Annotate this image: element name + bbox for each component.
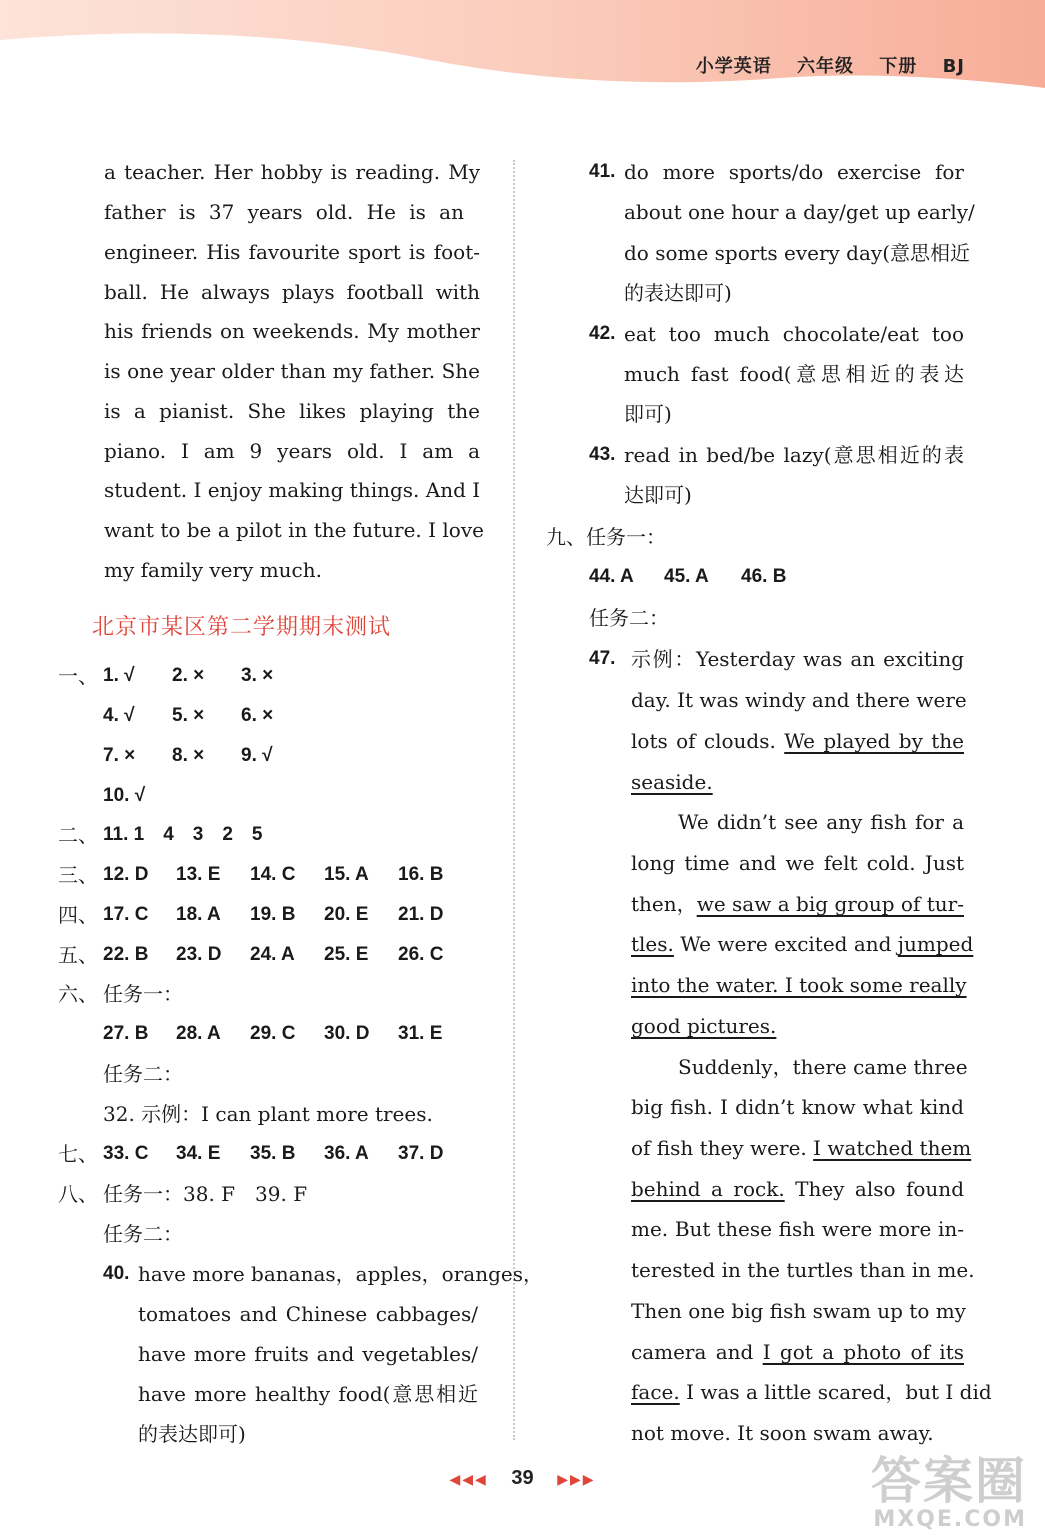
answer-item: 32. 示例：I can plant more trees.: [103, 1102, 433, 1126]
answer-line: have more bananas，apples，oranges，: [138, 1262, 543, 1286]
answer-number: 42.: [589, 323, 616, 344]
underlined-phrase: We played by the: [784, 729, 965, 753]
essay-line: father is 37 years old. He is an: [104, 200, 464, 224]
header-subject: 小学英语: [695, 56, 772, 77]
answer-item: 23. D: [176, 944, 222, 965]
answer-item: 6. ×: [241, 705, 274, 726]
answer-line: long time and we felt cold. Just: [631, 851, 964, 875]
answer-item: 5. ×: [172, 705, 205, 726]
watermark-url: MXQE.COM: [873, 1507, 1027, 1532]
answer-line: day. It was windy and there were: [631, 688, 967, 712]
answer-item: 15. A: [324, 864, 369, 885]
answer-number: 41.: [589, 161, 616, 182]
header-band: [0, 0, 1045, 95]
section-label: 四、: [58, 903, 98, 927]
task-label: 任务二：: [589, 606, 669, 630]
answer-number: 43.: [589, 444, 616, 465]
task-label: 任务一：38. F 39. F: [103, 1182, 308, 1206]
answer-item: 45. A: [664, 566, 709, 587]
answer-line: eat too much chocolate/eat too: [624, 322, 964, 346]
answer-item: 30. D: [324, 1023, 370, 1044]
underlined-phrase: we saw a big group of tur-: [696, 892, 964, 916]
answer-line: read in bed/be lazy(意思相近的表: [624, 443, 964, 467]
answer-number: 47.: [589, 648, 616, 669]
task-label: 任务一：: [103, 982, 183, 1006]
answer-item: 12. D: [103, 864, 149, 885]
answer-item: 24. A: [250, 944, 295, 965]
answer-line: behind a rock. They also found: [631, 1177, 964, 1201]
answer-line: big fish. I didn’t know what kind: [631, 1095, 964, 1119]
header-volume: 下册: [879, 56, 918, 77]
answer-item: 14. C: [250, 864, 296, 885]
answer-line: much fast food(意思相近的表达: [624, 362, 964, 386]
essay-line: a teacher. Her hobby is reading. My: [104, 160, 480, 184]
answer-item: 16. B: [398, 864, 444, 885]
essay-line: piano. I am 9 years old. I am a: [104, 439, 480, 463]
answer-line: 的表达即可): [624, 281, 732, 305]
answer-item: 2. ×: [172, 665, 205, 686]
essay-line: student. I enjoy making things. And I: [104, 478, 481, 502]
answer-line: We didn’t see any fish for a: [678, 810, 964, 834]
answer-item: 26. C: [398, 944, 444, 965]
answer-line: lots of clouds. We played by the: [631, 729, 965, 753]
header-course-info: [678, 52, 965, 78]
underlined-phrase: jumped: [897, 932, 974, 956]
answer-item: 27. B: [103, 1023, 149, 1044]
answer-line: Suddenly，there came three: [678, 1055, 968, 1079]
section-label: 三、: [58, 863, 98, 887]
section-label: 八、: [58, 1182, 98, 1206]
column-divider: [513, 160, 515, 1440]
essay-line: my family very much.: [104, 558, 322, 582]
answer-item: 11. 1 4 3 2 5: [103, 824, 263, 845]
answer-item: 7. ×: [103, 745, 136, 766]
answer-line: 即可): [624, 402, 672, 426]
header-grade: 六年级: [797, 56, 855, 77]
answer-item: 1. √: [103, 665, 135, 686]
answer-line: 的表达即可): [138, 1422, 246, 1446]
section-label: 九、任务一：: [546, 525, 666, 549]
underlined-phrase: into the water. I took some really: [631, 973, 967, 997]
answer-line: not move. It soon swam away.: [631, 1421, 934, 1445]
answer-line: of fish they were. I watched them: [631, 1136, 972, 1160]
answer-line: about one hour a day/get up early/: [624, 200, 975, 224]
section-title: 北京市某区第二学期期末测试: [92, 615, 392, 640]
section-label: 七、: [58, 1142, 98, 1166]
answer-line: 达即可): [624, 483, 692, 507]
page-number: 39: [511, 1467, 534, 1489]
answer-line: face. I was a little scared，but I did: [631, 1380, 992, 1404]
answer-line: me. But these fish were more in-: [631, 1217, 964, 1241]
answer-number: 40.: [103, 1263, 130, 1284]
answer-item: 31. E: [398, 1023, 443, 1044]
answer-item: 33. C: [103, 1143, 149, 1164]
answer-item: 9. √: [241, 745, 273, 766]
task-label: 任务二：: [103, 1062, 183, 1086]
answer-line: tomatoes and Chinese cabbages/: [138, 1302, 478, 1326]
underlined-phrase: good pictures.: [631, 1014, 777, 1038]
answer-item: 13. E: [176, 864, 221, 885]
essay-line: his friends on weekends. My mother: [104, 319, 480, 343]
answer-item: 36. A: [324, 1143, 369, 1164]
underlined-phrase: face.: [631, 1380, 680, 1404]
next-arrows-icon: ▶▶▶: [557, 1471, 596, 1487]
underlined-phrase: I got a photo of its: [762, 1340, 965, 1364]
watermark-text: 答案圈: [871, 1452, 1027, 1510]
answer-item: 37. D: [398, 1143, 444, 1164]
answer-item: 46. B: [741, 566, 787, 587]
answer-line: then，we saw a big group of tur-: [631, 892, 964, 916]
answer-item: 20. E: [324, 904, 369, 925]
section-label: 六、: [58, 982, 98, 1006]
answer-line: 示例：Yesterday was an exciting: [631, 647, 964, 671]
answer-item: 22. B: [103, 944, 149, 965]
prev-arrows-icon: ◀◀◀: [449, 1471, 488, 1487]
underlined-phrase: I watched them: [813, 1136, 972, 1160]
essay-line: engineer. His favourite sport is foot-: [104, 240, 480, 264]
answer-item: 21. D: [398, 904, 444, 925]
essay-line: is a pianist. She likes playing the: [104, 399, 480, 423]
answer-line: terested in the turtles than in me.: [631, 1258, 975, 1282]
underlined-phrase: behind a rock.: [631, 1177, 785, 1201]
answer-item: 29. C: [250, 1023, 296, 1044]
answer-line: tles. We were excited and jumped: [631, 932, 974, 956]
answer-item: 4. √: [103, 705, 135, 726]
answer-item: 35. B: [250, 1143, 296, 1164]
section-label: 二、: [58, 823, 98, 847]
answer-item: 18. A: [176, 904, 221, 925]
answer-line: camera and I got a photo of its: [631, 1340, 965, 1364]
watermark-logo: [871, 1452, 1027, 1532]
answer-item: 8. ×: [172, 745, 205, 766]
answer-line: Then one big fish swam up to my: [631, 1299, 966, 1323]
underlined-phrase: seaside.: [631, 770, 713, 794]
essay-line: is one year older than my father. She: [104, 359, 480, 383]
answer-line: have more fruits and vegetables/: [138, 1342, 478, 1366]
answer-item: 19. B: [250, 904, 296, 925]
example-prefix: 示例：: [631, 647, 696, 671]
answer-item: 17. C: [103, 904, 149, 925]
answer-item: 34. E: [176, 1143, 221, 1164]
essay-line: want to be a pilot in the future. I love: [104, 518, 484, 542]
answer-item: 25. E: [324, 944, 369, 965]
underlined-phrase: tles.: [631, 932, 674, 956]
answer-item: 28. A: [176, 1023, 221, 1044]
answer-item: 10. √: [103, 785, 146, 806]
answer-line: do more sports/do exercise for: [624, 160, 964, 184]
section-label: 五、: [58, 943, 98, 967]
task-label: 任务二：: [103, 1222, 183, 1246]
answer-item: 44. A: [589, 566, 634, 587]
answer-line: do some sports every day(意思相近: [624, 241, 971, 265]
answer-item: 3. ×: [241, 665, 274, 686]
header-edition: BJ: [942, 56, 965, 77]
essay-line: ball. He always plays football with: [104, 280, 480, 304]
answer-line: have more healthy food(意思相近: [138, 1382, 478, 1406]
section-label: 一、: [58, 664, 98, 688]
